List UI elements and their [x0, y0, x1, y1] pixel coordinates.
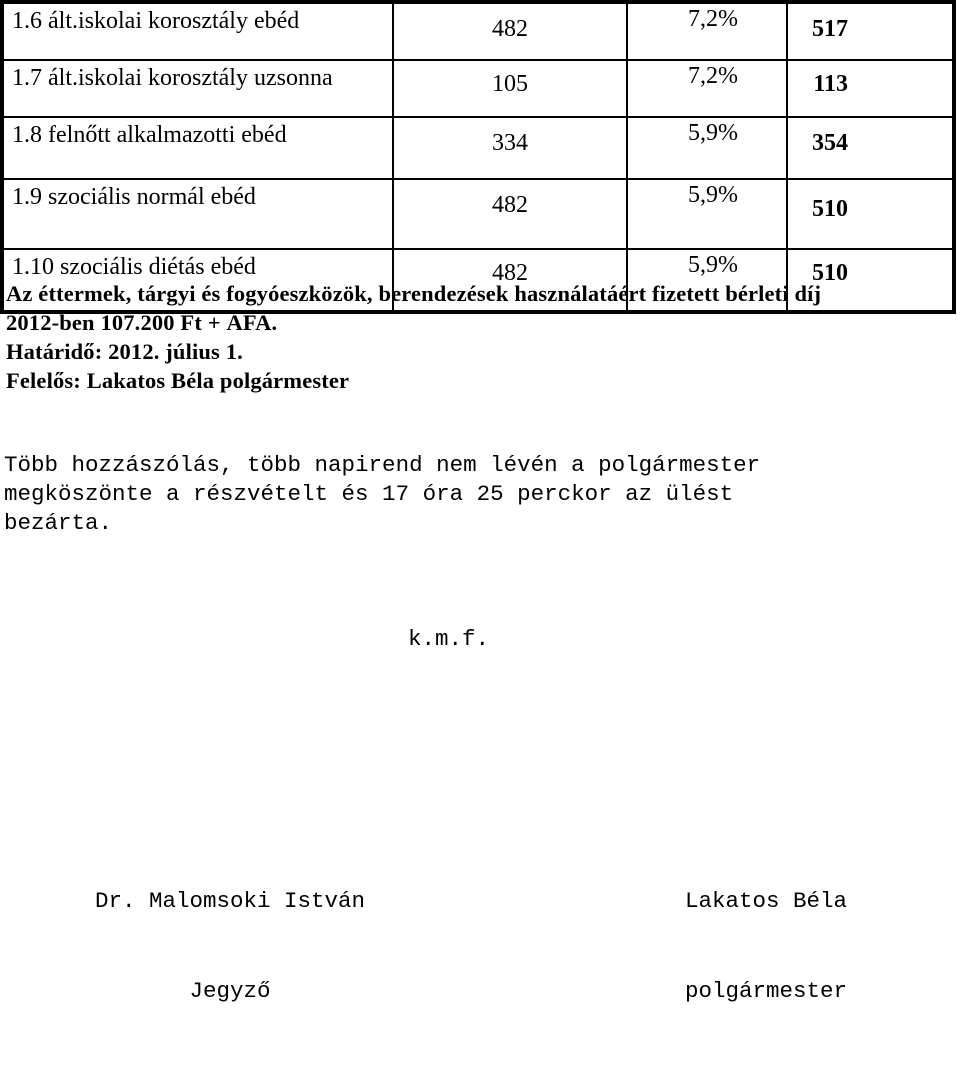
table-row [2, 117, 954, 179]
item-net-price: 482 [393, 2, 627, 60]
resolution-deadline: Határidő: 2012. július 1. [6, 339, 243, 364]
item-total: 510 [787, 249, 954, 312]
item-name: 1.10 szociális diétás ebéd [2, 249, 393, 312]
item-net-price: 334 [393, 117, 627, 179]
item-percent: 7,2% [627, 60, 787, 117]
closing-line: megköszönte a részvételt és 17 óra 25 perckor az ülést [4, 481, 734, 507]
item-percent: 5,9% [627, 249, 787, 312]
resolution-amount: 2012-ben 107.200 Ft + ÁFA. [6, 310, 278, 335]
price-table [0, 0, 956, 314]
resolution-responsible: Felelős: Lakatos Béla polgármester [6, 368, 350, 393]
item-total: 517 [787, 2, 954, 60]
item-net-price: 105 [393, 60, 627, 117]
item-name: 1.8 felnőtt alkalmazotti ebéd [2, 117, 393, 179]
item-total: 510 [787, 179, 954, 249]
table-row [2, 2, 954, 60]
closing-line: bezárta. [4, 510, 113, 536]
item-total: 113 [787, 60, 954, 117]
signature-mayor [674, 826, 858, 1066]
item-name: 1.9 szociális normál ebéd [2, 179, 393, 249]
resolution-text: Az éttermek, tárgyi és fogyóeszközök, berendezések használatáért fizetett bérleti díj [6, 281, 822, 306]
item-percent: 5,9% [627, 117, 787, 179]
item-net-price: 482 [393, 249, 627, 312]
table-row [2, 60, 954, 117]
item-net-price: 482 [393, 179, 627, 249]
item-percent: 5,9% [627, 179, 787, 249]
closing-line: Több hozzászólás, több napirend nem lévén a polgármester [4, 452, 761, 478]
signature-name: Dr. Malomsoki István [94, 888, 366, 914]
table-row [2, 179, 954, 249]
item-name: 1.6 ált.iskolai korosztály ebéd [2, 2, 393, 60]
signature-title: polgármester [684, 978, 848, 1004]
resolution-block [6, 279, 958, 395]
item-total: 354 [787, 117, 954, 179]
closing-paragraph [4, 451, 960, 538]
item-percent: 7,2% [627, 2, 787, 60]
item-name: 1.7 ált.iskolai korosztály uzsonna [2, 60, 393, 117]
kmf-mark: k.m.f. [408, 626, 490, 652]
signature-name: Lakatos Béla [684, 888, 848, 914]
signature-title: Jegyző [189, 978, 271, 1004]
signature-notary [78, 826, 382, 1066]
